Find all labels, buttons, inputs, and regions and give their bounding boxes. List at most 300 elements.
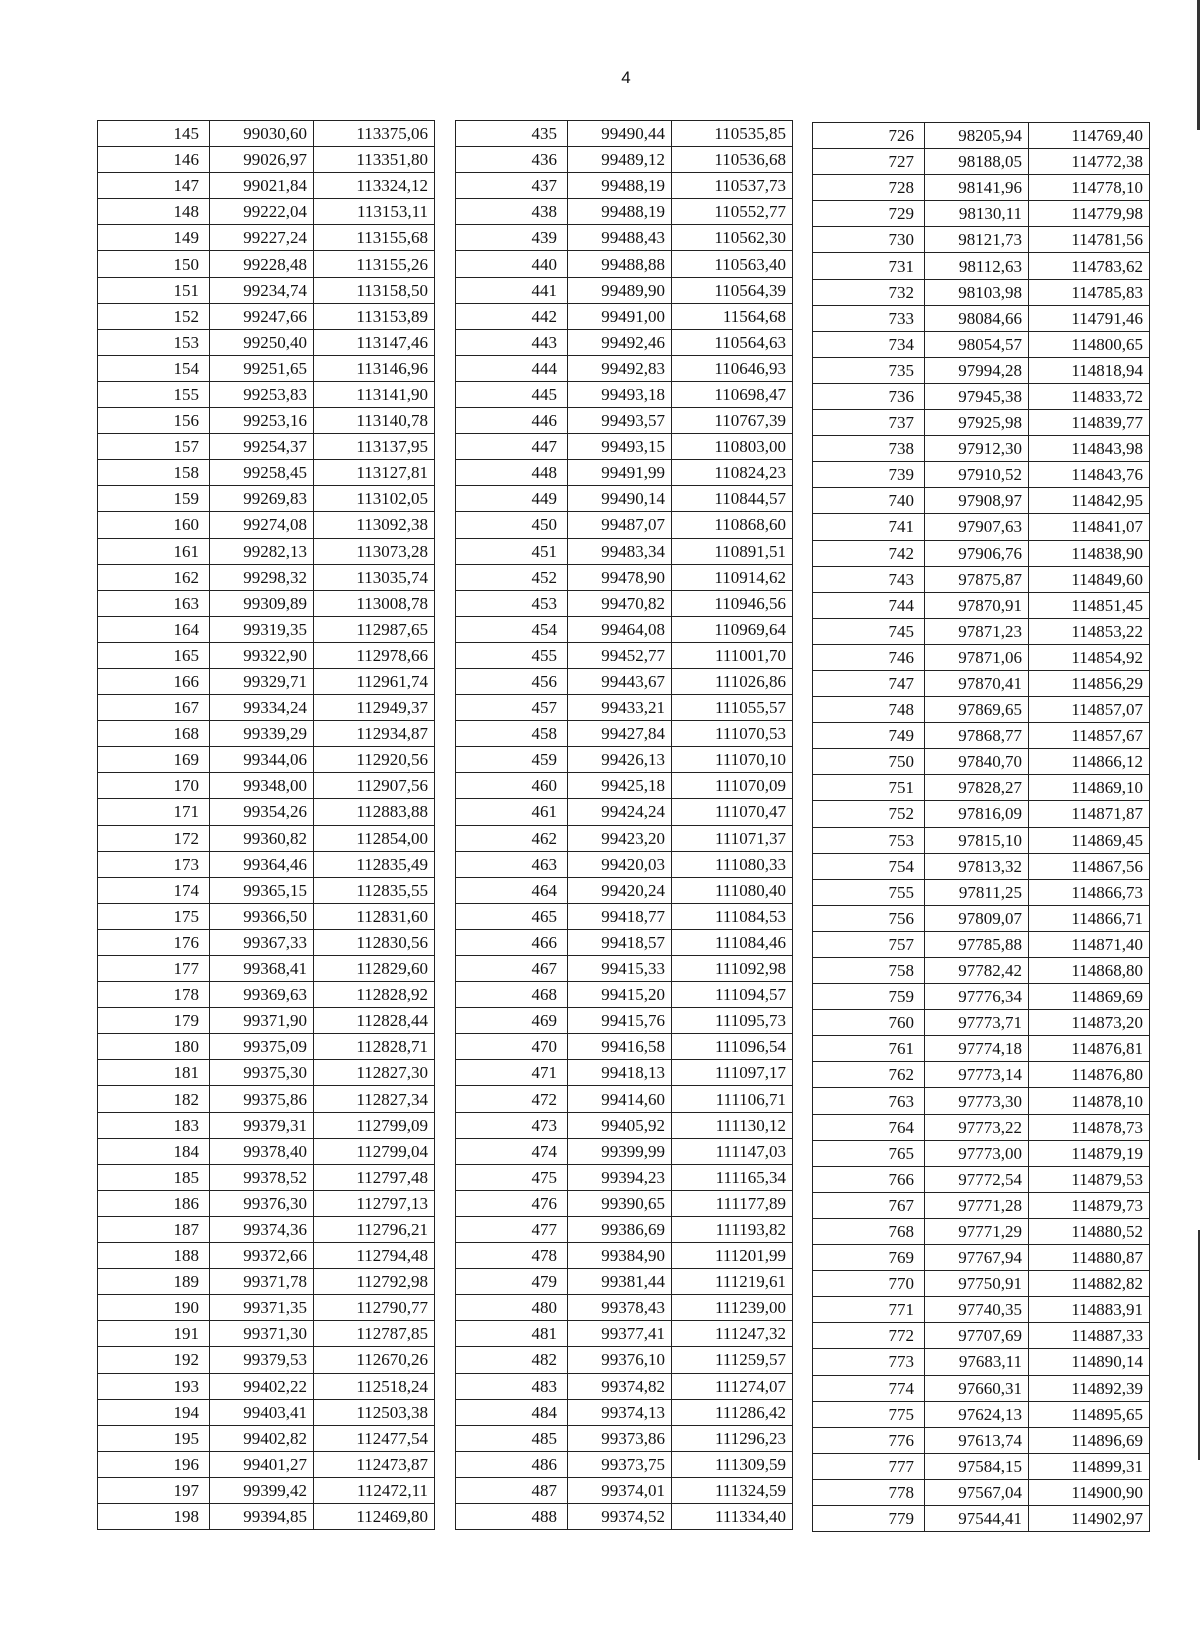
point-number: 197 xyxy=(98,1477,210,1503)
y-coordinate: 114791,46 xyxy=(1029,305,1150,331)
x-coordinate: 99258,45 xyxy=(210,460,314,486)
table-row xyxy=(456,251,793,277)
table-row xyxy=(98,1347,435,1373)
point-number: 164 xyxy=(98,616,210,642)
table-row xyxy=(98,590,435,616)
table-row xyxy=(813,1505,1150,1531)
point-number: 441 xyxy=(456,277,568,303)
point-number: 172 xyxy=(98,825,210,851)
y-coordinate: 113153,89 xyxy=(314,303,435,329)
y-coordinate: 114856,29 xyxy=(1029,670,1150,696)
x-coordinate: 99282,13 xyxy=(210,538,314,564)
x-coordinate: 97785,88 xyxy=(925,931,1029,957)
point-number: 466 xyxy=(456,929,568,955)
point-number: 188 xyxy=(98,1243,210,1269)
x-coordinate: 99377,41 xyxy=(568,1321,672,1347)
x-coordinate: 97782,42 xyxy=(925,958,1029,984)
table-row xyxy=(456,1321,793,1347)
y-coordinate: 111080,40 xyxy=(672,877,793,903)
table-row xyxy=(98,538,435,564)
point-number: 195 xyxy=(98,1425,210,1451)
table-row xyxy=(98,1373,435,1399)
y-coordinate: 111071,37 xyxy=(672,825,793,851)
table-row xyxy=(456,1295,793,1321)
y-coordinate: 111084,53 xyxy=(672,903,793,929)
point-number: 487 xyxy=(456,1477,568,1503)
x-coordinate: 99488,19 xyxy=(568,173,672,199)
y-coordinate: 112949,37 xyxy=(314,695,435,721)
y-coordinate: 112828,71 xyxy=(314,1034,435,1060)
point-number: 477 xyxy=(456,1216,568,1242)
y-coordinate: 114873,20 xyxy=(1029,1010,1150,1036)
table-row xyxy=(98,747,435,773)
table-row xyxy=(813,1453,1150,1479)
x-coordinate: 99390,65 xyxy=(568,1190,672,1216)
x-coordinate: 99379,53 xyxy=(210,1347,314,1373)
x-coordinate: 97567,04 xyxy=(925,1479,1029,1505)
table-row xyxy=(813,958,1150,984)
table-row xyxy=(98,1269,435,1295)
point-number: 779 xyxy=(813,1505,925,1531)
table-row xyxy=(456,1034,793,1060)
table-row xyxy=(456,1373,793,1399)
x-coordinate: 99427,84 xyxy=(568,721,672,747)
y-coordinate: 110698,47 xyxy=(672,381,793,407)
y-coordinate: 113146,96 xyxy=(314,355,435,381)
x-coordinate: 99222,04 xyxy=(210,199,314,225)
table-row xyxy=(813,879,1150,905)
x-coordinate: 99464,08 xyxy=(568,616,672,642)
x-coordinate: 99329,71 xyxy=(210,668,314,694)
x-coordinate: 99490,14 xyxy=(568,486,672,512)
y-coordinate: 114785,83 xyxy=(1029,279,1150,305)
table-row xyxy=(456,851,793,877)
table-row xyxy=(813,984,1150,1010)
table-row xyxy=(813,1062,1150,1088)
x-coordinate: 97869,65 xyxy=(925,697,1029,723)
x-coordinate: 99366,50 xyxy=(210,903,314,929)
x-coordinate: 97815,10 xyxy=(925,827,1029,853)
point-number: 474 xyxy=(456,1138,568,1164)
table-row xyxy=(98,121,435,147)
point-number: 770 xyxy=(813,1271,925,1297)
point-number: 744 xyxy=(813,592,925,618)
y-coordinate: 110564,63 xyxy=(672,329,793,355)
x-coordinate: 99488,88 xyxy=(568,251,672,277)
point-number: 772 xyxy=(813,1323,925,1349)
x-coordinate: 99021,84 xyxy=(210,173,314,199)
table-row xyxy=(456,1243,793,1269)
y-coordinate: 111084,46 xyxy=(672,929,793,955)
table-row xyxy=(456,642,793,668)
y-coordinate: 11564,68 xyxy=(672,303,793,329)
x-coordinate: 97750,91 xyxy=(925,1271,1029,1297)
table-row xyxy=(456,695,793,721)
y-coordinate: 112961,74 xyxy=(314,668,435,694)
point-number: 186 xyxy=(98,1190,210,1216)
x-coordinate: 99371,90 xyxy=(210,1008,314,1034)
table-row xyxy=(98,1138,435,1164)
y-coordinate: 114878,10 xyxy=(1029,1088,1150,1114)
table-row xyxy=(98,460,435,486)
x-coordinate: 99424,24 xyxy=(568,799,672,825)
point-number: 168 xyxy=(98,721,210,747)
y-coordinate: 114842,95 xyxy=(1029,488,1150,514)
y-coordinate: 111147,03 xyxy=(672,1138,793,1164)
point-number: 765 xyxy=(813,1140,925,1166)
y-coordinate: 111296,23 xyxy=(672,1425,793,1451)
y-coordinate: 112503,38 xyxy=(314,1399,435,1425)
point-number: 766 xyxy=(813,1166,925,1192)
y-coordinate: 114896,69 xyxy=(1029,1427,1150,1453)
point-number: 728 xyxy=(813,175,925,201)
x-coordinate: 98084,66 xyxy=(925,305,1029,331)
table-row xyxy=(98,877,435,903)
x-coordinate: 98188,05 xyxy=(925,149,1029,175)
point-number: 733 xyxy=(813,305,925,331)
y-coordinate: 110536,68 xyxy=(672,147,793,173)
point-number: 174 xyxy=(98,877,210,903)
table-row xyxy=(813,644,1150,670)
y-coordinate: 112799,09 xyxy=(314,1112,435,1138)
table-row xyxy=(456,303,793,329)
y-coordinate: 110535,85 xyxy=(672,121,793,147)
y-coordinate: 112827,30 xyxy=(314,1060,435,1086)
point-number: 771 xyxy=(813,1297,925,1323)
y-coordinate: 114783,62 xyxy=(1029,253,1150,279)
x-coordinate: 99491,99 xyxy=(568,460,672,486)
table-row xyxy=(98,695,435,721)
x-coordinate: 99418,13 xyxy=(568,1060,672,1086)
x-coordinate: 99478,90 xyxy=(568,564,672,590)
table-row xyxy=(813,905,1150,931)
point-number: 182 xyxy=(98,1086,210,1112)
table-row xyxy=(456,747,793,773)
y-coordinate: 114882,82 xyxy=(1029,1271,1150,1297)
y-coordinate: 110969,64 xyxy=(672,616,793,642)
x-coordinate: 99269,83 xyxy=(210,486,314,512)
table-row xyxy=(98,721,435,747)
x-coordinate: 99234,74 xyxy=(210,277,314,303)
y-coordinate: 111201,99 xyxy=(672,1243,793,1269)
x-coordinate: 97910,52 xyxy=(925,462,1029,488)
point-number: 436 xyxy=(456,147,568,173)
x-coordinate: 97811,25 xyxy=(925,879,1029,905)
table-row xyxy=(456,121,793,147)
point-number: 470 xyxy=(456,1034,568,1060)
point-number: 193 xyxy=(98,1373,210,1399)
y-coordinate: 114900,90 xyxy=(1029,1479,1150,1505)
y-coordinate: 112883,88 xyxy=(314,799,435,825)
y-coordinate: 111274,07 xyxy=(672,1373,793,1399)
point-number: 727 xyxy=(813,149,925,175)
point-number: 189 xyxy=(98,1269,210,1295)
point-number: 192 xyxy=(98,1347,210,1373)
y-coordinate: 114892,39 xyxy=(1029,1375,1150,1401)
y-coordinate: 114879,53 xyxy=(1029,1166,1150,1192)
table-row xyxy=(456,929,793,955)
x-coordinate: 99492,46 xyxy=(568,329,672,355)
table-row xyxy=(98,929,435,955)
y-coordinate: 111097,17 xyxy=(672,1060,793,1086)
x-coordinate: 99493,15 xyxy=(568,434,672,460)
y-coordinate: 111001,70 xyxy=(672,642,793,668)
x-coordinate: 99405,92 xyxy=(568,1112,672,1138)
point-number: 726 xyxy=(813,123,925,149)
table-row xyxy=(456,199,793,225)
point-number: 756 xyxy=(813,905,925,931)
table-row xyxy=(813,1218,1150,1244)
y-coordinate: 112670,26 xyxy=(314,1347,435,1373)
y-coordinate: 113092,38 xyxy=(314,512,435,538)
point-number: 478 xyxy=(456,1243,568,1269)
y-coordinate: 110552,77 xyxy=(672,199,793,225)
point-number: 160 xyxy=(98,512,210,538)
x-coordinate: 97945,38 xyxy=(925,383,1029,409)
point-number: 479 xyxy=(456,1269,568,1295)
y-coordinate: 113153,11 xyxy=(314,199,435,225)
table-row xyxy=(98,642,435,668)
y-coordinate: 111193,82 xyxy=(672,1216,793,1242)
table-row xyxy=(98,825,435,851)
table-row xyxy=(98,329,435,355)
x-coordinate: 99372,66 xyxy=(210,1243,314,1269)
y-coordinate: 114887,33 xyxy=(1029,1323,1150,1349)
point-number: 190 xyxy=(98,1295,210,1321)
y-coordinate: 114839,77 xyxy=(1029,410,1150,436)
y-coordinate: 113158,50 xyxy=(314,277,435,303)
coordinates-table-1 xyxy=(97,120,435,1530)
page-number: 4 xyxy=(621,68,631,87)
table-row xyxy=(813,749,1150,775)
point-number: 147 xyxy=(98,173,210,199)
point-number: 484 xyxy=(456,1399,568,1425)
y-coordinate: 114880,87 xyxy=(1029,1245,1150,1271)
x-coordinate: 99319,35 xyxy=(210,616,314,642)
table-row xyxy=(456,538,793,564)
table-row xyxy=(813,1479,1150,1505)
table-row xyxy=(456,616,793,642)
table-row xyxy=(98,799,435,825)
y-coordinate: 111070,09 xyxy=(672,773,793,799)
table-row xyxy=(456,982,793,1008)
point-number: 438 xyxy=(456,199,568,225)
x-coordinate: 97773,30 xyxy=(925,1088,1029,1114)
table-row xyxy=(98,1477,435,1503)
x-coordinate: 97771,28 xyxy=(925,1192,1029,1218)
table-row xyxy=(456,147,793,173)
x-coordinate: 99374,36 xyxy=(210,1216,314,1242)
x-coordinate: 99228,48 xyxy=(210,251,314,277)
table-row xyxy=(98,251,435,277)
x-coordinate: 99339,29 xyxy=(210,721,314,747)
table-row xyxy=(98,1008,435,1034)
coordinates-table-2 xyxy=(455,120,793,1530)
point-number: 734 xyxy=(813,331,925,357)
point-number: 730 xyxy=(813,227,925,253)
x-coordinate: 99489,90 xyxy=(568,277,672,303)
point-number: 759 xyxy=(813,984,925,1010)
y-coordinate: 114876,81 xyxy=(1029,1036,1150,1062)
point-number: 175 xyxy=(98,903,210,929)
point-number: 767 xyxy=(813,1192,925,1218)
point-number: 448 xyxy=(456,460,568,486)
y-coordinate: 114876,80 xyxy=(1029,1062,1150,1088)
y-coordinate: 110562,30 xyxy=(672,225,793,251)
x-coordinate: 99373,86 xyxy=(568,1425,672,1451)
table-row xyxy=(98,1190,435,1216)
table-row xyxy=(456,956,793,982)
table-row xyxy=(98,1164,435,1190)
table-row xyxy=(813,931,1150,957)
y-coordinate: 114833,72 xyxy=(1029,383,1150,409)
point-number: 757 xyxy=(813,931,925,957)
x-coordinate: 97774,18 xyxy=(925,1036,1029,1062)
y-coordinate: 110914,62 xyxy=(672,564,793,590)
y-coordinate: 114878,73 xyxy=(1029,1114,1150,1140)
table-row xyxy=(813,1323,1150,1349)
table-row xyxy=(456,1086,793,1112)
table-row xyxy=(813,1401,1150,1427)
x-coordinate: 99433,21 xyxy=(568,695,672,721)
x-coordinate: 99403,41 xyxy=(210,1399,314,1425)
y-coordinate: 114781,56 xyxy=(1029,227,1150,253)
y-coordinate: 114866,12 xyxy=(1029,749,1150,775)
point-number: 196 xyxy=(98,1451,210,1477)
x-coordinate: 99489,12 xyxy=(568,147,672,173)
y-coordinate: 114883,91 xyxy=(1029,1297,1150,1323)
x-coordinate: 99375,30 xyxy=(210,1060,314,1086)
point-number: 155 xyxy=(98,381,210,407)
x-coordinate: 99371,35 xyxy=(210,1295,314,1321)
x-coordinate: 99483,34 xyxy=(568,538,672,564)
point-number: 169 xyxy=(98,747,210,773)
y-coordinate: 112920,56 xyxy=(314,747,435,773)
table-row xyxy=(456,668,793,694)
table-row xyxy=(98,1112,435,1138)
table-row xyxy=(456,408,793,434)
point-number: 762 xyxy=(813,1062,925,1088)
point-number: 482 xyxy=(456,1347,568,1373)
y-coordinate: 112797,13 xyxy=(314,1190,435,1216)
x-coordinate: 97816,09 xyxy=(925,801,1029,827)
x-coordinate: 97809,07 xyxy=(925,905,1029,931)
y-coordinate: 111080,33 xyxy=(672,851,793,877)
table-row xyxy=(98,773,435,799)
point-number: 750 xyxy=(813,749,925,775)
point-number: 191 xyxy=(98,1321,210,1347)
y-coordinate: 114843,76 xyxy=(1029,462,1150,488)
y-coordinate: 112518,24 xyxy=(314,1373,435,1399)
x-coordinate: 99274,08 xyxy=(210,512,314,538)
point-number: 740 xyxy=(813,488,925,514)
point-number: 460 xyxy=(456,773,568,799)
table-row xyxy=(813,723,1150,749)
table-row xyxy=(456,225,793,251)
point-number: 764 xyxy=(813,1114,925,1140)
table-row xyxy=(456,590,793,616)
y-coordinate: 114800,65 xyxy=(1029,331,1150,357)
table-row xyxy=(98,408,435,434)
table-row xyxy=(98,851,435,877)
x-coordinate: 99493,18 xyxy=(568,381,672,407)
x-coordinate: 98112,63 xyxy=(925,253,1029,279)
x-coordinate: 97813,32 xyxy=(925,853,1029,879)
x-coordinate: 99402,22 xyxy=(210,1373,314,1399)
y-coordinate: 112792,98 xyxy=(314,1269,435,1295)
y-coordinate: 112835,49 xyxy=(314,851,435,877)
coordinates-table-3 xyxy=(812,122,1150,1532)
y-coordinate: 111219,61 xyxy=(672,1269,793,1295)
point-number: 481 xyxy=(456,1321,568,1347)
point-number: 742 xyxy=(813,540,925,566)
y-coordinate: 114854,92 xyxy=(1029,644,1150,670)
point-number: 761 xyxy=(813,1036,925,1062)
y-coordinate: 114866,73 xyxy=(1029,879,1150,905)
x-coordinate: 99420,24 xyxy=(568,877,672,903)
point-number: 162 xyxy=(98,564,210,590)
point-number: 459 xyxy=(456,747,568,773)
x-coordinate: 99354,26 xyxy=(210,799,314,825)
point-number: 732 xyxy=(813,279,925,305)
point-number: 483 xyxy=(456,1373,568,1399)
table-row xyxy=(813,801,1150,827)
x-coordinate: 99374,52 xyxy=(568,1503,672,1529)
y-coordinate: 114841,07 xyxy=(1029,514,1150,540)
y-coordinate: 112796,21 xyxy=(314,1216,435,1242)
x-coordinate: 97871,23 xyxy=(925,618,1029,644)
point-number: 758 xyxy=(813,958,925,984)
y-coordinate: 114818,94 xyxy=(1029,357,1150,383)
table-row xyxy=(98,1295,435,1321)
x-coordinate: 99247,66 xyxy=(210,303,314,329)
y-coordinate: 111092,98 xyxy=(672,956,793,982)
table-row xyxy=(456,799,793,825)
x-coordinate: 97624,13 xyxy=(925,1401,1029,1427)
y-coordinate: 110563,40 xyxy=(672,251,793,277)
y-coordinate: 110868,60 xyxy=(672,512,793,538)
point-number: 736 xyxy=(813,383,925,409)
x-coordinate: 97773,71 xyxy=(925,1010,1029,1036)
x-coordinate: 99487,07 xyxy=(568,512,672,538)
table-row xyxy=(813,618,1150,644)
table-row xyxy=(456,1138,793,1164)
point-number: 753 xyxy=(813,827,925,853)
point-number: 769 xyxy=(813,1245,925,1271)
table-row xyxy=(456,173,793,199)
y-coordinate: 110946,56 xyxy=(672,590,793,616)
table-row xyxy=(98,668,435,694)
point-number: 462 xyxy=(456,825,568,851)
table-row xyxy=(98,277,435,303)
table-row xyxy=(456,1451,793,1477)
point-number: 198 xyxy=(98,1503,210,1529)
x-coordinate: 99309,89 xyxy=(210,590,314,616)
point-number: 187 xyxy=(98,1216,210,1242)
y-coordinate: 113141,90 xyxy=(314,381,435,407)
x-coordinate: 99360,82 xyxy=(210,825,314,851)
table-row xyxy=(813,540,1150,566)
point-number: 159 xyxy=(98,486,210,512)
point-number: 473 xyxy=(456,1112,568,1138)
x-coordinate: 97660,31 xyxy=(925,1375,1029,1401)
x-coordinate: 99452,77 xyxy=(568,642,672,668)
y-coordinate: 114867,56 xyxy=(1029,853,1150,879)
table-row xyxy=(98,355,435,381)
y-coordinate: 114871,87 xyxy=(1029,801,1150,827)
y-coordinate: 114902,97 xyxy=(1029,1505,1150,1531)
point-number: 167 xyxy=(98,695,210,721)
